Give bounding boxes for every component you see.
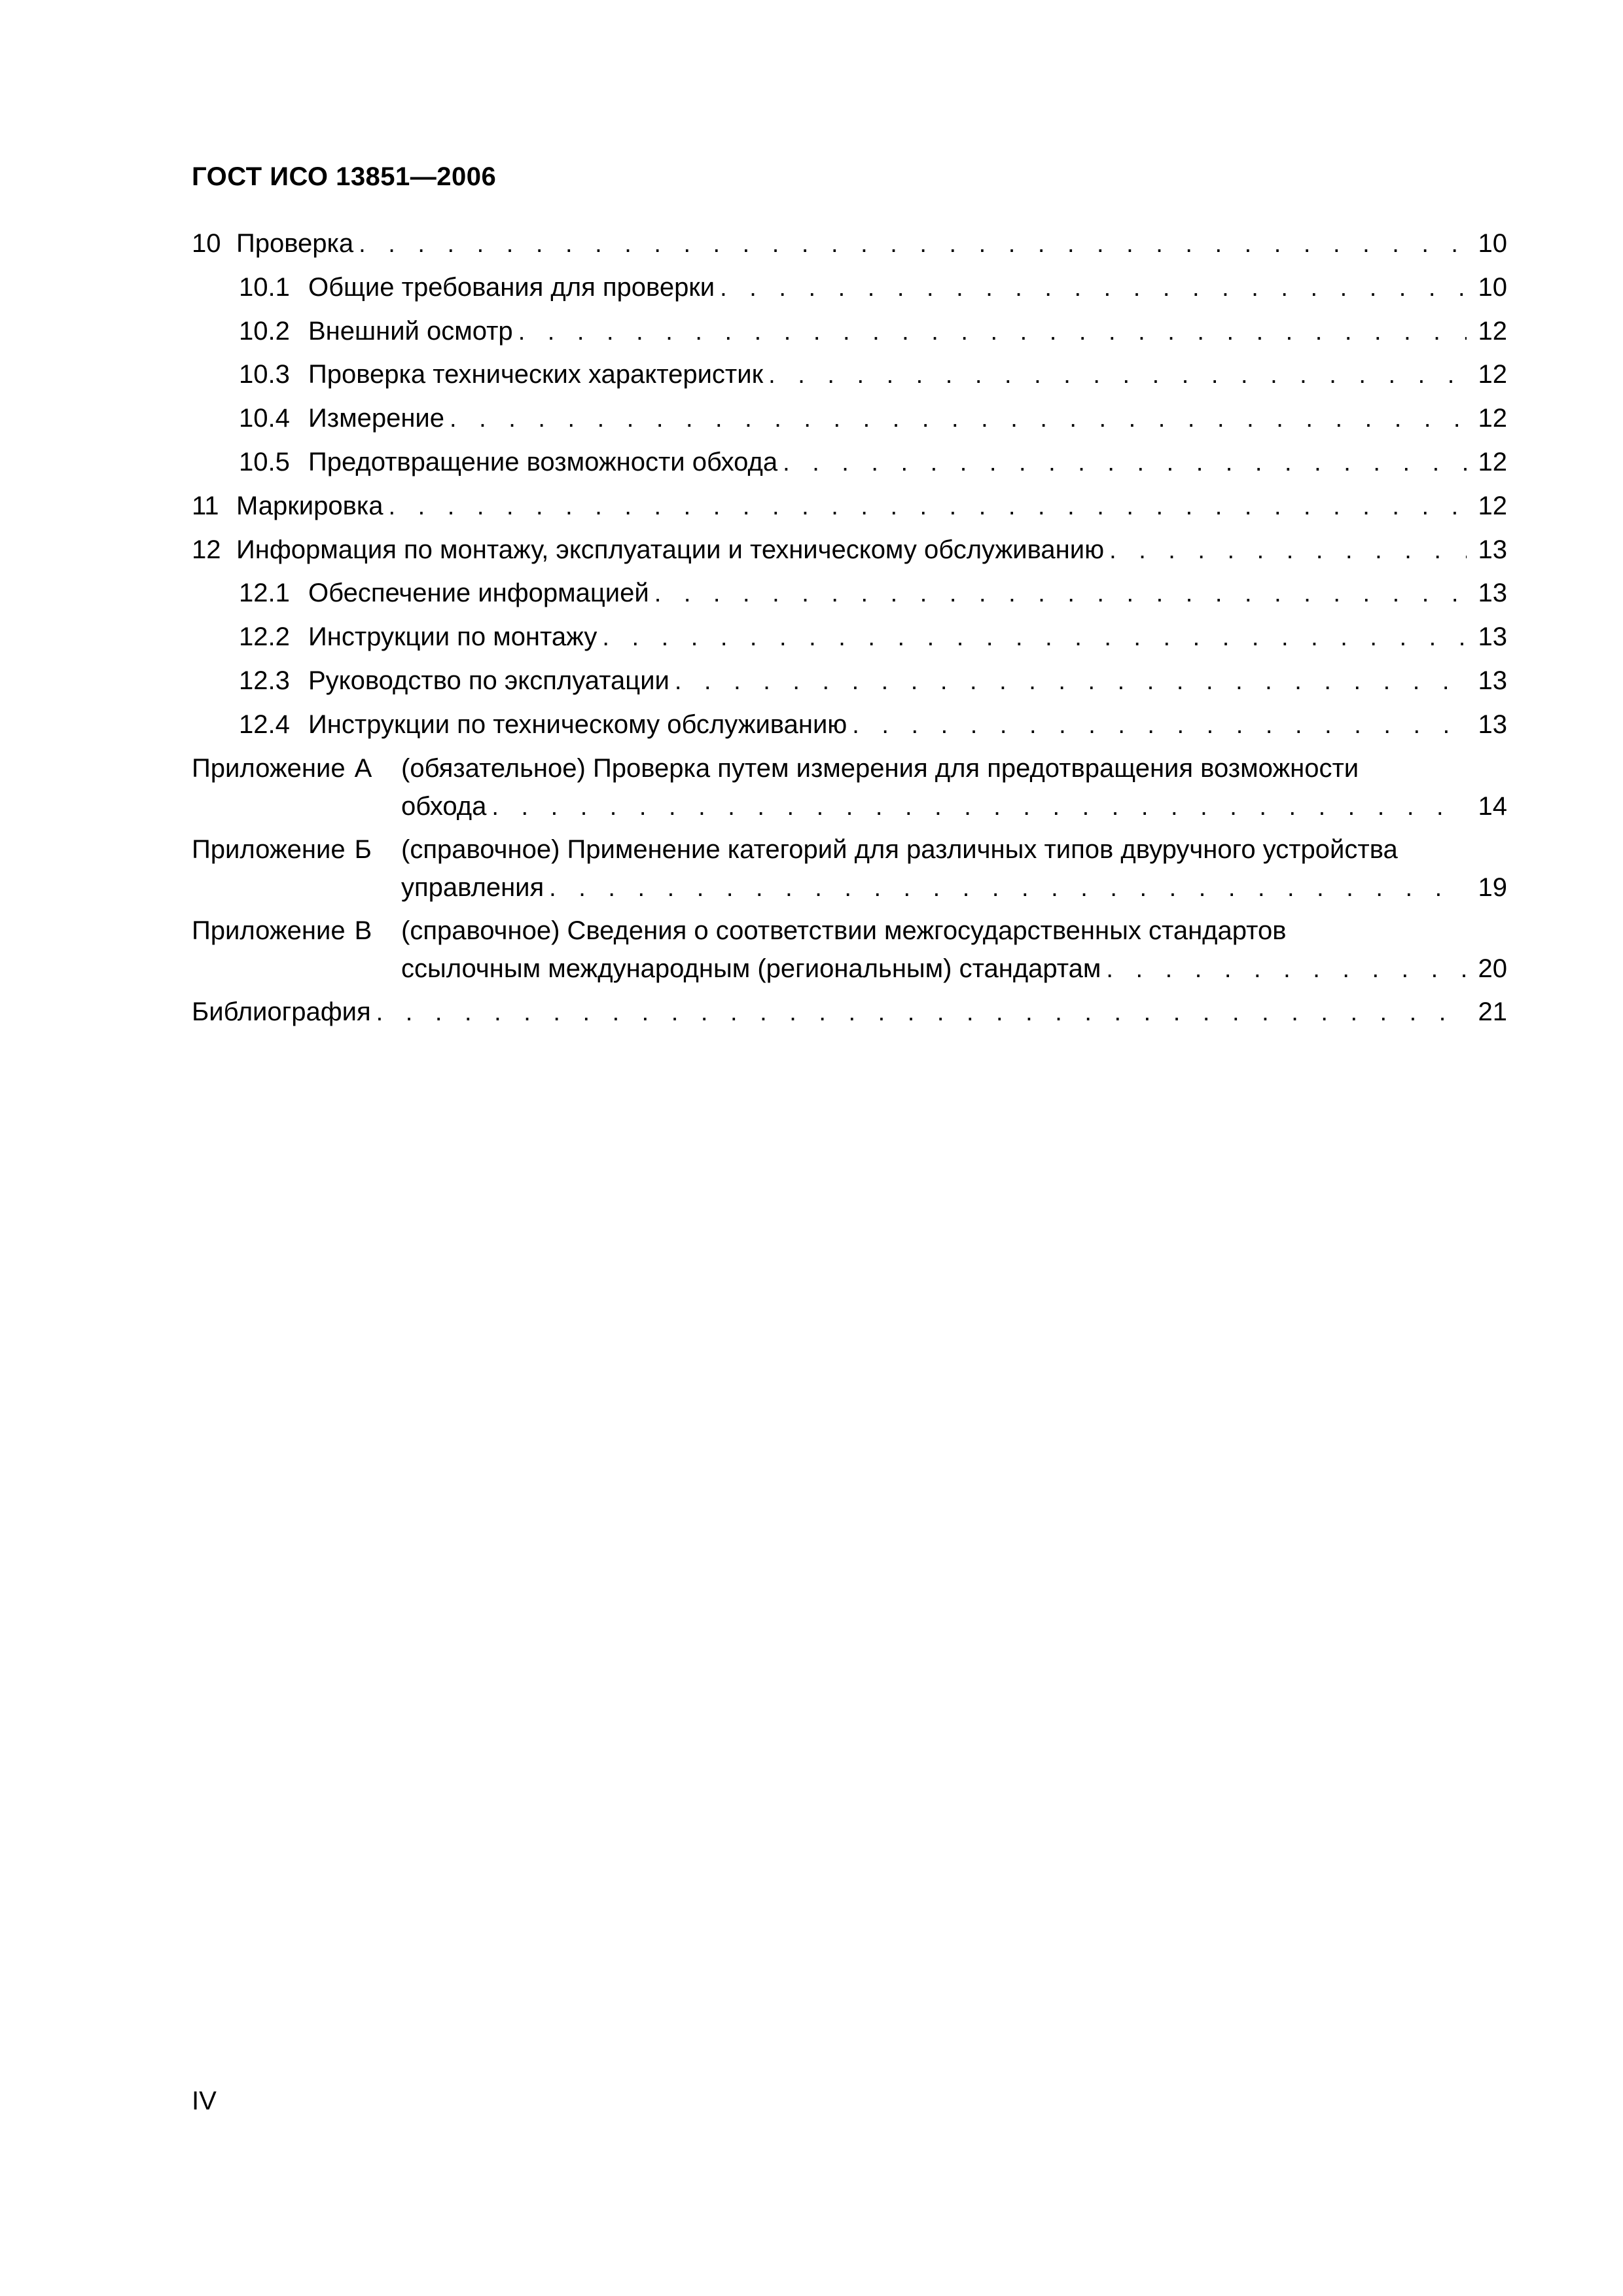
toc-entry-number: 10.2 bbox=[239, 316, 290, 346]
dot-leader bbox=[852, 706, 1467, 745]
toc-entry-page: 12 bbox=[1478, 316, 1507, 346]
toc-entry-page: 10 bbox=[1478, 272, 1507, 302]
toc-entry-number: 12.3 bbox=[239, 666, 290, 695]
annex-label: Приложение Б bbox=[192, 834, 372, 864]
toc-entry-number: 10.3 bbox=[239, 360, 290, 389]
toc-entry-page: 13 bbox=[1478, 535, 1507, 564]
toc-entry-title: Предотвращение возможности обхода bbox=[308, 447, 778, 476]
toc-entry-number: 10 bbox=[192, 229, 221, 258]
annex-title-line2: ссылочным международным (региональным) стандартам bbox=[401, 954, 1101, 983]
dot-leader bbox=[783, 443, 1467, 482]
annex-label: Приложение В bbox=[192, 916, 372, 945]
toc-entry-12-4[interactable] bbox=[192, 705, 1507, 749]
toc-entry-number: 12.2 bbox=[239, 622, 290, 652]
annex-label: Приложение А bbox=[192, 753, 372, 783]
toc-entry-page: 13 bbox=[1478, 666, 1507, 695]
toc-entry-12-1[interactable] bbox=[192, 573, 1507, 617]
dot-leader bbox=[1109, 531, 1467, 570]
annex-title-line1: (справочное) Применение категорий для различных типов двуручного устройства bbox=[401, 834, 1398, 864]
dot-leader bbox=[720, 268, 1467, 308]
toc-entry-page: 12 bbox=[1478, 360, 1507, 389]
toc-entry-page: 13 bbox=[1478, 709, 1507, 739]
page-number: IV bbox=[192, 2087, 217, 2115]
dot-leader bbox=[675, 662, 1467, 701]
toc-entry-10-3[interactable] bbox=[192, 355, 1507, 399]
toc-entry-bibliography[interactable] bbox=[192, 992, 1507, 1036]
annex-title-line2: управления bbox=[401, 872, 544, 902]
toc-entry-11[interactable] bbox=[192, 486, 1507, 530]
annex-title-line2: обхода bbox=[401, 791, 487, 821]
toc-entry-number: 10.4 bbox=[239, 404, 290, 433]
annex-title-line1: (обязательное) Проверка путем измерения для предотвращения возможности bbox=[401, 753, 1359, 783]
dot-leader bbox=[491, 787, 1467, 827]
toc-entry-number: 12.4 bbox=[239, 709, 290, 739]
toc-entry-page: 12 bbox=[1478, 491, 1507, 520]
toc-entry-title: Проверка bbox=[236, 229, 354, 258]
toc-entry-number: 10.5 bbox=[239, 447, 290, 476]
toc-entry-title: Измерение bbox=[308, 404, 445, 433]
toc-entry-12[interactable] bbox=[192, 530, 1507, 574]
annex-title-line1: (справочное) Сведения о соответствии межгосударственных стандартов bbox=[401, 916, 1287, 945]
toc-entry-number: 11 bbox=[192, 491, 219, 520]
toc-entry-page: 13 bbox=[1478, 579, 1507, 608]
dot-leader bbox=[518, 312, 1467, 351]
toc-entry-title: Маркировка bbox=[236, 491, 383, 520]
dot-leader bbox=[549, 869, 1467, 908]
dot-leader bbox=[768, 355, 1467, 395]
document-header: ГОСТ ИСО 13851—2006 bbox=[192, 162, 497, 191]
toc-entry-page: 12 bbox=[1478, 447, 1507, 476]
toc-entry-10-4[interactable] bbox=[192, 399, 1507, 442]
toc-entry-title: Общие требования для проверки bbox=[308, 272, 715, 302]
dot-leader bbox=[654, 574, 1467, 613]
toc-entry-12-3[interactable] bbox=[192, 661, 1507, 705]
toc-entry-title: Обеспечение информацией bbox=[308, 579, 649, 608]
toc-entry-title: Проверка технических характеристик bbox=[308, 360, 764, 389]
toc-entry-page: 21 bbox=[1478, 997, 1507, 1026]
dot-leader bbox=[602, 618, 1467, 657]
toc-entry-title: Информация по монтажу, эксплуатации и техническому обслуживанию bbox=[236, 535, 1105, 564]
toc-annex-b[interactable] bbox=[192, 830, 1507, 911]
toc-entry-10[interactable] bbox=[192, 224, 1507, 268]
dot-leader bbox=[1106, 950, 1467, 989]
toc-entry-title: Руководство по эксплуатации bbox=[308, 666, 669, 695]
toc-entry-title: Инструкции по монтажу bbox=[308, 622, 597, 652]
toc-annex-v[interactable] bbox=[192, 911, 1507, 992]
toc-entry-page: 19 bbox=[1478, 872, 1507, 902]
toc-entry-10-5[interactable] bbox=[192, 442, 1507, 486]
dot-leader bbox=[388, 487, 1467, 526]
toc-entry-page: 14 bbox=[1478, 791, 1507, 821]
toc-entry-page: 10 bbox=[1478, 229, 1507, 258]
toc-entry-12-2[interactable] bbox=[192, 617, 1507, 661]
toc-annex-a[interactable] bbox=[192, 749, 1507, 830]
toc-entry-number: 12 bbox=[192, 535, 221, 564]
toc-entry-title: Библиография bbox=[192, 997, 371, 1026]
dot-leader bbox=[376, 993, 1467, 1032]
toc-entry-page: 12 bbox=[1478, 404, 1507, 433]
toc-entry-title: Инструкции по техническому обслуживанию bbox=[308, 709, 847, 739]
toc-entry-number: 12.1 bbox=[239, 579, 290, 608]
toc-entry-title: Внешний осмотр bbox=[308, 316, 513, 346]
toc-entry-page: 13 bbox=[1478, 622, 1507, 652]
dot-leader bbox=[359, 224, 1467, 264]
toc-entry-page: 20 bbox=[1478, 954, 1507, 983]
toc-entry-10-1[interactable] bbox=[192, 268, 1507, 312]
table-of-contents bbox=[192, 224, 1507, 1035]
dot-leader bbox=[450, 399, 1467, 439]
toc-entry-number: 10.1 bbox=[239, 272, 290, 302]
toc-entry-10-2[interactable] bbox=[192, 312, 1507, 355]
